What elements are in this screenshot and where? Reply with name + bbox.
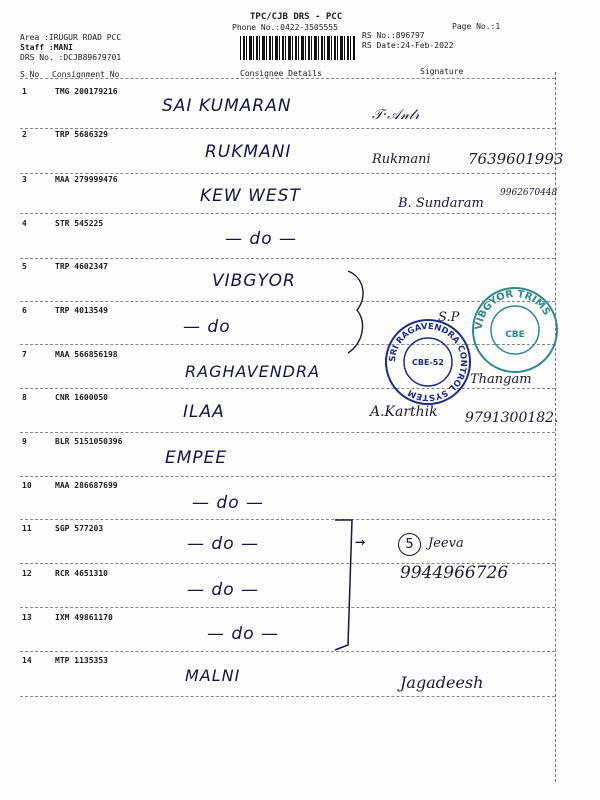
row-divider [20,696,555,697]
stamp-ring-text: SRI RAGAVENDRA CONTROL SYSTEM [387,321,469,403]
consignee-handwritten: — do — [207,624,279,644]
signature: A.Karthik [370,404,438,420]
column-header-consignment: Consignment No [52,70,120,79]
row-sno: 5 [22,262,27,271]
consignee-handwritten: — do — [187,580,259,600]
consignee-handwritten: — do — [187,534,259,554]
row-consignment: TRP 4602347 [55,262,108,271]
row-divider [20,651,555,652]
row-sno: 6 [22,306,27,315]
row-consignment: CNR 1600050 [55,393,108,402]
row-sno: 14 [22,656,32,665]
row-sno: 7 [22,350,27,359]
handwritten-phone: 9962670448 [500,188,558,198]
row-divider [20,388,555,389]
signature: Thangam [470,372,532,387]
row-sno: 10 [22,481,32,490]
row-divider [20,432,555,433]
consignee-handwritten: — do — [192,493,264,513]
stamp-center-text: CBE-52 [412,358,444,367]
consignee-handwritten: RUKMANI [205,142,292,162]
row-divider [20,213,555,214]
drs-number: DRS No. :DCJB89679701 [20,53,122,62]
row-sno: 11 [22,524,32,533]
stamp-ring-text: VIBGYOR TRIMS [473,288,552,331]
row-divider [20,519,555,520]
arrow-icon: → [355,532,366,552]
rs-number: RS No.:896797 [362,31,425,40]
row-sno: 1 [22,87,27,96]
column-header-signature: Signature [420,67,464,76]
row-sno: 8 [22,393,27,402]
rs-date: RS Date:24-Feb-2022 [362,41,454,50]
row-divider [20,258,555,259]
header-divider [20,78,555,79]
handwritten-phone: 9791300182. [465,410,559,426]
row-divider [20,128,555,129]
row-consignment: MAA 566856198 [55,350,118,359]
phone-number: Phone No.:0422-3505555 [232,23,338,32]
barcode [240,36,355,60]
row-consignment: RCR 4651310 [55,569,108,578]
row-sno: 2 [22,130,27,139]
signature: B. Sundaram [398,196,484,211]
consignee-handwritten: VIBGYOR [212,271,296,291]
signature: S.P [438,310,460,325]
document-title: TPC/CJB DRS - PCC [250,12,343,22]
row-sno: 9 [22,437,27,446]
signature: 𝒯·𝒜𝓃𝓁𝓇 [372,107,420,123]
consignee-handwritten: RAGHAVENDRA [185,362,321,381]
column-divider [555,72,556,782]
consignee-handwritten: ILAA [183,402,225,422]
consignee-handwritten: — do [183,317,231,337]
consignee-handwritten: KEW WEST [200,186,301,206]
row-consignment: STR 545225 [55,219,104,228]
row-divider [20,607,555,608]
consignee-handwritten: — do — [225,229,297,249]
row-divider [20,173,555,174]
row-consignment: MAA 286687699 [55,481,118,490]
consignee-handwritten: SAI KUMARAN [162,96,292,116]
row-sno: 12 [22,569,32,578]
row-sno: 3 [22,175,27,184]
company-stamp-right [470,285,560,375]
row-consignment: TRP 5686329 [55,130,108,139]
company-stamp-left [383,317,473,407]
column-header-consignee: Consignee Details [240,69,322,78]
row-consignment: BLR 5151050396 [55,437,123,446]
signature: Jagadeesh [400,673,484,692]
signature: Rukmani [372,152,431,167]
row-consignment: MTP 1135353 [55,656,108,665]
count-circle: 5 [398,533,421,556]
column-header-sno: S No [20,70,40,79]
group-bracket [345,268,375,358]
area-field: Area :IRUGUR ROAD PCC [20,33,122,42]
consignee-handwritten: EMPEE [165,448,228,468]
row-sno: 13 [22,613,32,622]
row-consignment: TMG 200179216 [55,87,118,96]
page-number: Page No.:1 [452,22,501,31]
row-consignment: MAA 279999476 [55,175,118,184]
consignee-handwritten: MALNI [185,666,241,685]
row-consignment: TRP 4013549 [55,306,108,315]
row-consignment: SGP 577203 [55,524,104,533]
handwritten-phone: 9944966726 [400,563,509,583]
row-divider [20,476,555,477]
staff-field: Staff :MANI [20,43,73,52]
row-consignment: IXM 49861170 [55,613,113,622]
row-sno: 4 [22,219,27,228]
handwritten-phone: 7639601993 [468,150,564,168]
signature: Jeeva [428,536,464,551]
stamp-center-text: CBE [505,330,525,340]
